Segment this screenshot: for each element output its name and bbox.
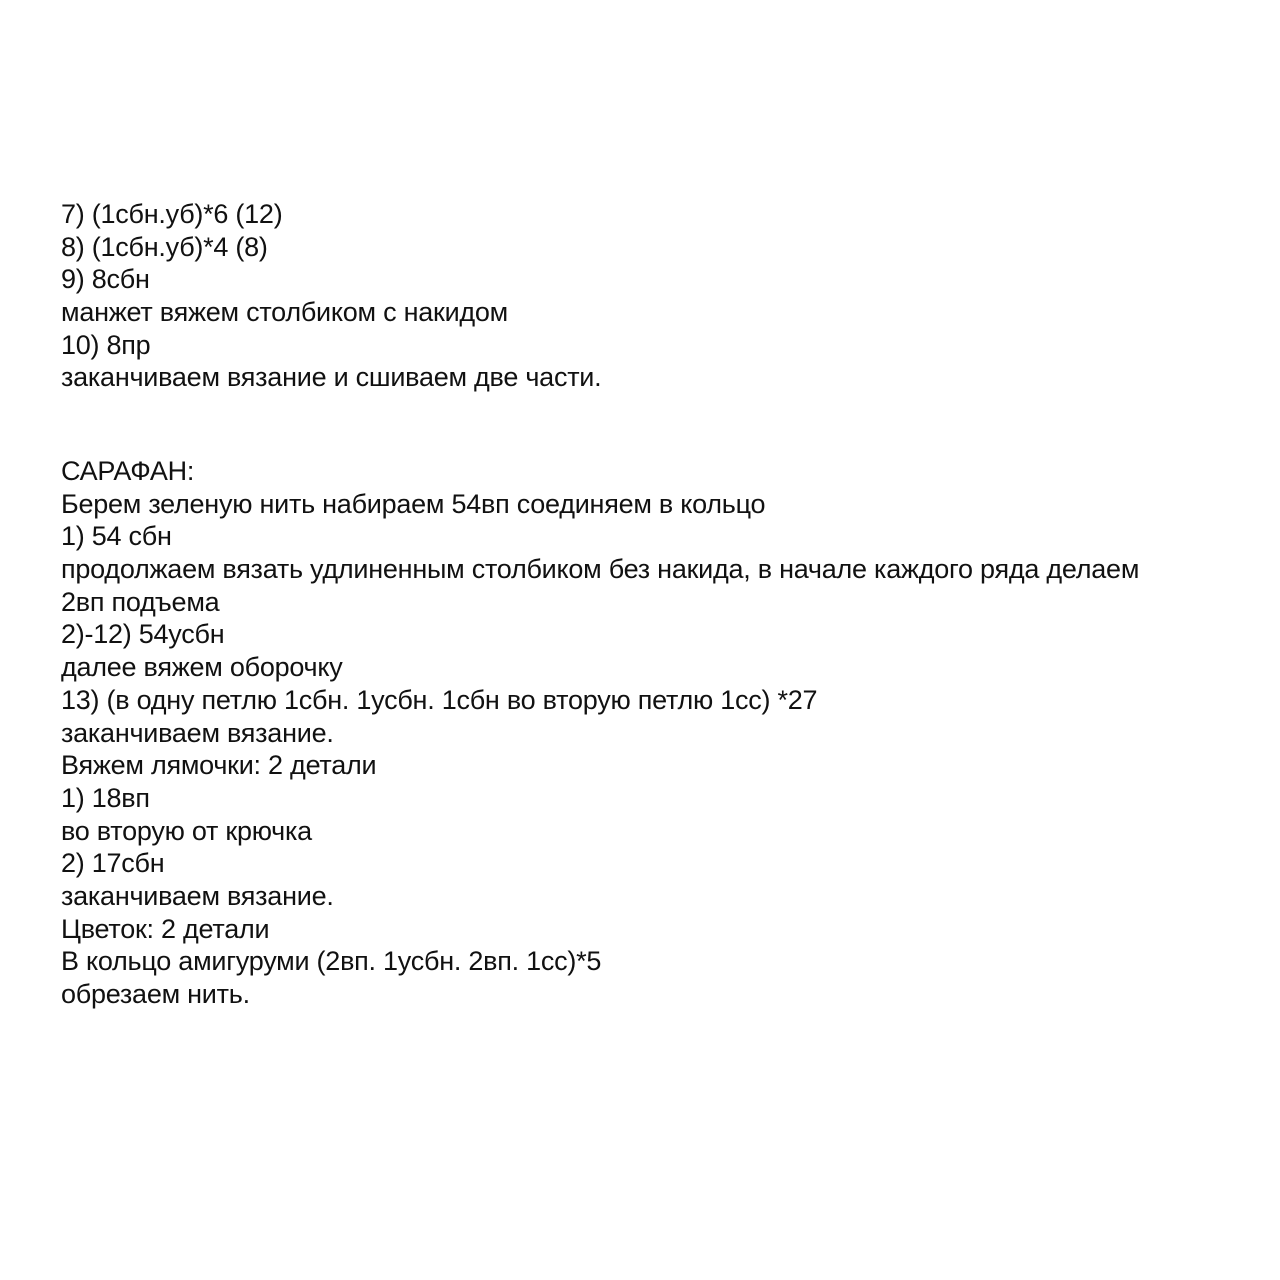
text-line: 2вп подъема — [61, 586, 220, 617]
text-line: 9) 8сбн — [61, 264, 150, 295]
text-line: заканчиваем вязание. — [61, 717, 334, 748]
text-line: 7) (1сбн.уб)*6 (12) — [61, 199, 283, 229]
text-line: далее вяжем оборочку — [61, 652, 343, 683]
pattern-rows-section — [61, 198, 1276, 394]
text-line: продолжаем вязать удлиненным столбиком без накида, в начале каждого ряда делаем — [61, 554, 1140, 585]
text-line: 13) (в одну петлю 1сбн. 1усбн. 1сбн во вторую петлю 1сс) *27 — [61, 684, 818, 715]
text-line: Вяжем лямочки: 2 детали — [61, 750, 377, 781]
text-line: манжет вяжем столбиком с накидом — [61, 297, 508, 328]
text-line: Берем зеленую нить набираем 54вп соединяем в кольцо — [61, 488, 766, 519]
sarafan-section — [61, 455, 1276, 1011]
text-line: заканчиваем вязание. — [61, 880, 334, 911]
text-line: 1) 54 сбн — [61, 521, 172, 552]
text-line: 2) 17сбн — [61, 848, 165, 879]
text-line: В кольцо амигуруми (2вп. 1усбн. 2вп. 1сс)*5 — [61, 946, 602, 977]
text-line: 10) 8пр — [61, 329, 151, 360]
text-line: обрезаем нить. — [61, 979, 250, 1009]
text-line: заканчиваем вязание и сшиваем две части. — [61, 362, 602, 393]
text-line: 2)-12) 54усбн — [61, 619, 225, 650]
text-line: 1) 18вп — [61, 782, 150, 813]
section-heading: САРАФАН: — [61, 456, 195, 486]
text-line: во вторую от крючка — [61, 815, 312, 846]
text-line: Цветок: 2 детали — [61, 913, 270, 944]
text-line: 8) (1сбн.уб)*4 (8) — [61, 231, 268, 262]
